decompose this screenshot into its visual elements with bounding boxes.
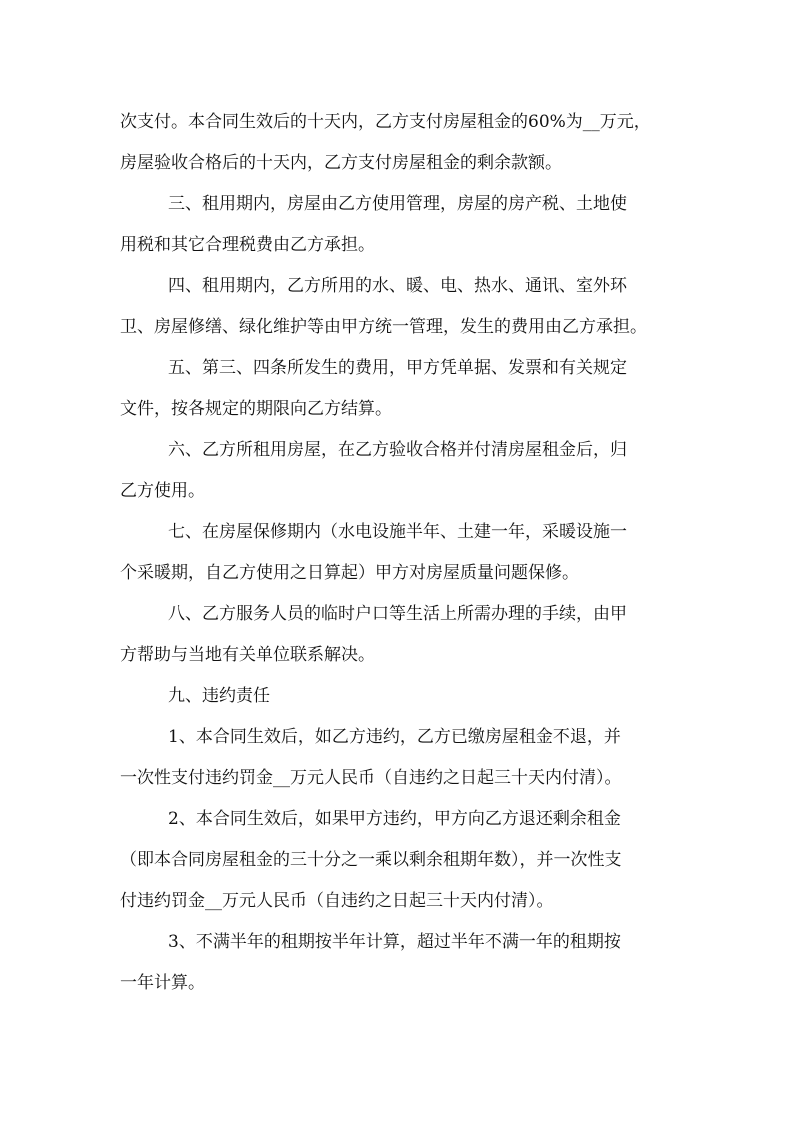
clause-six-line: 六、乙方所租用房屋，在乙方验收合格并付清房屋租金后，归 bbox=[168, 440, 627, 460]
clause-three-line: 三、租用期内，房屋由乙方使用管理，房屋的房产税、土地使 bbox=[168, 194, 627, 214]
text-line: 卫、房屋修缮、绿化维护等由甲方统一管理，发生的费用由乙方承担。 bbox=[120, 317, 647, 337]
text-line: 一年计算。 bbox=[120, 973, 205, 993]
text-line: 文件，按各规定的期限向乙方结算。 bbox=[120, 399, 392, 419]
text-line: 方帮助与当地有关单位联系解决。 bbox=[120, 645, 375, 665]
clause-nine-heading: 九、违约责任 bbox=[168, 686, 270, 706]
text-line: 一次性支付违约罚金__万元人民币（自违约之日起三十天内付清）。 bbox=[120, 768, 622, 788]
text-line: 付违约罚金__万元人民币（自违约之日起三十天内付清）。 bbox=[120, 891, 554, 911]
text-line: 个采暖期，自乙方使用之日算起）甲方对房屋质量问题保修。 bbox=[120, 563, 579, 583]
item-three-line: 3、不满半年的租期按半年计算，超过半年不满一年的租期按 bbox=[168, 932, 621, 952]
clause-eight-line: 八、乙方服务人员的临时户口等生活上所需办理的手续，由甲 bbox=[168, 604, 627, 624]
item-two-line: 2、本合同生效后，如果甲方违约，甲方向乙方退还剩余租金 bbox=[168, 809, 621, 829]
clause-five-line: 五、第三、四条所发生的费用，甲方凭单据、发票和有关规定 bbox=[168, 358, 627, 378]
text-line: 乙方使用。 bbox=[120, 481, 205, 501]
text-line: 用税和其它合理税费由乙方承担。 bbox=[120, 235, 375, 255]
text-line: （即本合同房屋租金的三十分之一乘以剩余租期年数），并一次性支 bbox=[120, 850, 622, 870]
item-one-line: 1、本合同生效后，如乙方违约，乙方已缴房屋租金不退，并 bbox=[168, 727, 621, 747]
contract-body bbox=[120, 102, 680, 1004]
clause-four-line: 四、租用期内，乙方所用的水、暖、电、热水、通讯、室外环 bbox=[168, 276, 627, 296]
text-line: 次支付。本合同生效后的十天内，乙方支付房屋租金的60%为__万元， bbox=[120, 112, 651, 132]
text-line: 房屋验收合格后的十天内，乙方支付房屋租金的剩余款额。 bbox=[120, 153, 562, 173]
clause-seven-line: 七、在房屋保修期内（水电设施半年、土建一年，采暖设施一 bbox=[168, 522, 627, 542]
